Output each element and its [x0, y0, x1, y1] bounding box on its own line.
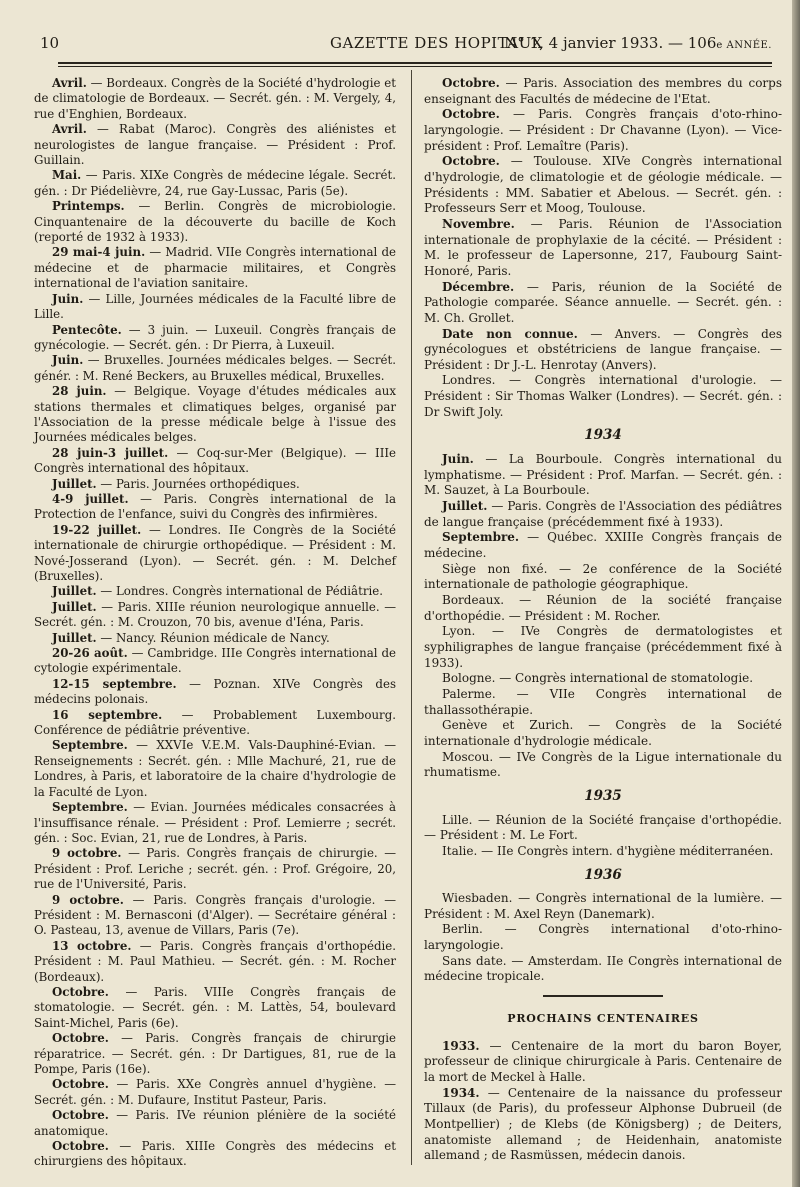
entry-text: — XXVIe V.E.M. Vals-Dauphiné-Evian. — Renseignements : Secrét. gén. : Mlle Machuré, 21, rue de Londres, à Paris, et laboratoire de la chaire d'hydrologie de la Faculté de Lyon. — [34, 738, 396, 799]
entries-1934 — [424, 452, 782, 781]
entry — [34, 1139, 396, 1170]
entry-date: Septembre. — [52, 738, 128, 753]
entry-date: Octobre. — [52, 1139, 109, 1154]
entry — [424, 562, 782, 593]
entry — [34, 523, 396, 585]
entry — [34, 677, 396, 708]
entry — [34, 1031, 396, 1077]
entry-text: — Poznan. XIVe Congrès des médecins polonais. — [34, 676, 396, 707]
entry — [34, 800, 396, 846]
entry-text: — Paris. XIIIe Congrès des médecins et chirurgiens des hôpitaux. — [34, 1139, 396, 1169]
entry — [34, 600, 396, 631]
header-rule-thin — [58, 66, 772, 67]
entry-date: Pentecôte. — [52, 322, 122, 337]
entry-text: — Paris. Congrès français d'orthopédie. Président : M. Paul Mathieu. — Secrét. gén. : M. Rocher (Bordeaux). — [34, 938, 396, 984]
entry-date: 20-26 août. — [52, 646, 128, 661]
entry-date: Juin. — [442, 452, 474, 467]
entry-date: 4-9 juillet. — [52, 491, 129, 506]
entry-date: 1934. — [442, 1085, 480, 1100]
entry-date: 16 septembre. — [52, 707, 163, 722]
entry — [34, 323, 396, 354]
entry-text: Sans date. — Amsterdam. IIe Congrès international de médecine tropicale. — [424, 953, 782, 984]
entry-date: 1933. — [442, 1038, 480, 1053]
entry-text: — Londres. IIe Congrès de la Société internationale de chirurgie orthopédique. — Président : M. Nové-Josserand (Lyon). — Secrét. gén. : M. Delchef (Bruxelles). — [34, 522, 396, 583]
left-column — [34, 76, 396, 1170]
year-heading-1934: 1934 — [584, 427, 622, 444]
entry — [34, 292, 396, 323]
page-number: 10 — [40, 34, 60, 52]
entry-text: — Londres. Congrès international de Pédiâtrie. — [96, 584, 383, 599]
entry-date: 9 octobre. — [52, 892, 124, 907]
entries-1936 — [424, 891, 782, 985]
page-header — [30, 30, 776, 54]
entry — [424, 499, 782, 530]
entry-text: — Coq-sur-Mer (Belgique). — IIIe Congrès international des hôpitaux. — [34, 445, 396, 476]
entry-date: 29 mai-4 juin. — [52, 245, 146, 260]
entry-text: Lille. — Réunion de la Société française d'orthopédie. — Président : M. Le Fort. — [424, 812, 782, 843]
entry — [34, 738, 396, 800]
entry-text: — Bordeaux. Congrès de la Société d'hydrologie et de climatologie de Bordeaux. — Secrét. gén. : M. Vergely, 4, rue d'Enghien, Bordeaux. — [34, 76, 396, 121]
entry-date: 9 octobre. — [52, 846, 122, 861]
entry-text: — Probablement Luxembourg. Conférence de pédiâtrie préventive. — [34, 707, 396, 738]
entry-date: Date non connue. — [442, 326, 578, 341]
entry-date: 28 juin. — [52, 384, 107, 399]
entry — [424, 718, 782, 749]
entry-text: — Paris. Congrès français de chirurgie. — Président : Prof. Leriche ; secrét. gén. : Prof. Grégoire, 20, rue de l'Université, Paris. — [34, 846, 397, 892]
section-divider — [543, 995, 663, 997]
entry — [424, 154, 782, 217]
entry-text: — Paris. Congrès français d'oto-rhino-laryngologie. — Président : Dr Chavanne (Lyon). — Vice-président : Prof. Lemaître (Paris). — [424, 107, 782, 153]
entry — [34, 846, 396, 892]
entry — [34, 708, 396, 739]
entries-1935 — [424, 813, 782, 860]
entry-text: — Lille, Journées médicales de la Faculté libre de Lille. — [34, 291, 396, 322]
entry-text: — Belgique. Voyage d'études médicales aux stations thermales et climatiques belges, organisé par l'Association de la presse médicale belge à l'issue des Journées médicales belges. — [34, 384, 396, 445]
entry — [34, 384, 396, 446]
entry-text: — Toulouse. XIVe Congrès international d'hydrologie, de climatologie et de géologie médicale. — Présidents : MM. Sabatier et Abelous. — Secrét. gén. : Professeurs Serr et Moog, Toulouse. — [424, 154, 782, 216]
entry-text: Bologne. — Congrès international de stomatologie. — [442, 671, 754, 686]
entry — [424, 593, 782, 624]
entry-text: Bordeaux. — Réunion de la société française d'orthopédie. — Président : M. Rocher. — [424, 593, 782, 623]
entry — [424, 1039, 782, 1086]
entry — [424, 813, 782, 844]
entry-text: — Evian. Journées médicales consacrées à l'insuffisance rénale. — Président : Prof. Lemierre ; secrét. gén. : Soc. Evian, 21, rue de Londres, à Paris. — [34, 800, 396, 845]
entry-date: 13 octobre. — [52, 938, 132, 953]
year-heading-1935: 1935 — [584, 787, 622, 804]
entry-date: Juillet. — [52, 630, 97, 645]
entry-text: Moscou. — IVe Congrès de la Ligue internationale du rhumatisme. — [424, 749, 782, 780]
entry-text: Berlin. — Congrès international d'oto-rhino-laryngologie. — [424, 922, 782, 953]
entry-date: Octobre. — [52, 1031, 109, 1046]
entry-text: — Nancy. Réunion médicale de Nancy. — [96, 630, 330, 645]
entry — [424, 76, 782, 107]
year-heading-1936: 1936 — [584, 866, 622, 883]
entry-date: Décembre. — [442, 279, 515, 294]
entry-text: — Québec. XXIIIe Congrès français de médecine. — [424, 530, 782, 561]
entry-text: — Paris. Réunion de l'Association internationale de prophylaxie de la cécité. — Président : M. le professeur de Lapersonne, 217, Faubourg Saint-Honoré, Paris. — [424, 216, 782, 278]
entry-text: Siège non fixé. — 2e conférence de la Société internationale de pathologie géographique. — [424, 561, 782, 592]
entry-text: — Centenaire de la mort du baron Boyer, professeur de clinique chirurgicale à Paris. Centenaire de la mort de Meckel à Halle. — [424, 1038, 782, 1085]
entry-text: Wiesbaden. — Congrès international de la lumière. — Président : M. Axel Reyn (Danemark). — [424, 891, 782, 921]
entry-text: Palerme. — VIIe Congrès international de thallassothérapie. — [424, 686, 782, 717]
entry-date: Octobre. — [52, 1108, 109, 1123]
entry-text: — Rabat (Maroc). Congrès des aliénistes et neurologistes de langue française. — Président : Prof. Guillain. — [34, 122, 396, 168]
entry-text: — Centenaire de la naissance du professeur Tillaux (de Paris), du professeur Alphonse Dubrueil (de Montpellier) ; de Klebs (de Königsberg) ; de Deiters, anatomiste allemand ; de Heidenhain, anatomiste allemand ; de Rasmüssen, médecin danois. — [424, 1085, 782, 1163]
entry-text: — 3 juin. — Luxeuil. Congrès français de gynécologie. — Secrét. gén. : Dr Pierra, à Luxeuil. — [34, 322, 396, 352]
column-divider — [411, 70, 412, 1165]
entry-date: Octobre. — [442, 107, 500, 122]
centenaires-entries — [424, 1039, 782, 1164]
entry — [34, 245, 396, 291]
entry-date: Juin. — [52, 291, 84, 306]
entry — [34, 939, 396, 985]
issue-suffix: e ANNÉE. — [716, 40, 772, 51]
journal-title: GAZETTE DES HOPITAUX — [330, 34, 543, 52]
entry-text: — Paris. VIIIe Congrès français de stomatologie. — Secrét. gén. : M. Lattès, 54, boulevard Saint-Michel, Paris (6e). — [34, 984, 396, 1030]
entry-date: Juin. — [52, 353, 84, 368]
right-column — [424, 76, 782, 1164]
entry-date: 19-22 juillet. — [52, 522, 142, 537]
entry — [424, 452, 782, 499]
entry-text: — Paris. Congrès français d'urologie. — Président : M. Bernasconi (d'Alger). — Secrétaire général : O. Pasteau, 13, avenue de Villars, Paris (7e). — [34, 892, 396, 938]
entry-text: Genève et Zurich. — Congrès de la Société internationale d'hydrologie médicale. — [424, 718, 782, 748]
entry — [34, 646, 396, 677]
entry — [34, 584, 396, 599]
entry-text: — Paris. IVe réunion plénière de la société anatomique. — [34, 1108, 396, 1138]
entry-text: — Paris, réunion de la Société de Pathologie comparée. Séance annuelle. — Secrét. gén. : M. Ch. Grollet. — [424, 279, 782, 325]
entry — [34, 168, 396, 199]
entry-text: — La Bourboule. Congrès international du lymphatisme. — Président : Prof. Marfan. — Secrét. gén. : M. Sauzet, à La Bourboule. — [424, 452, 782, 498]
entry — [424, 671, 782, 687]
entry-text: — Paris. XIIIe réunion neurologique annuelle. — Secrét. gén. : M. Crouzon, 70 bis, avenue d'Iéna, Paris. — [34, 599, 396, 630]
entry — [424, 280, 782, 327]
entry — [424, 891, 782, 922]
entry-date: 28 juin-3 juillet. — [52, 445, 169, 460]
entry — [424, 1086, 782, 1164]
entry-date: Octobre. — [52, 984, 109, 999]
entry — [34, 122, 396, 168]
entry — [34, 446, 396, 477]
entry-text: Italie. — IIe Congrès intern. d'hygiène méditerranéen. — [442, 843, 774, 858]
entry — [424, 217, 782, 280]
entry-date: Juillet. — [52, 584, 97, 599]
entry — [424, 750, 782, 781]
entry-date: Septembre. — [52, 800, 128, 815]
entry-text: — Paris. Journées orthopédiques. — [96, 476, 300, 491]
entry — [34, 76, 396, 122]
entry-text: — Berlin. Congrès de microbiologie. Cinquantenaire de la découverte du bacille de Koch (reporté de 1932 à 1933). — [34, 199, 396, 245]
entry-text: — Paris. Association des membres du corps enseignant des Facultés de médecine de l'Etat. — [424, 76, 782, 106]
entry-date: 12-15 septembre. — [52, 676, 177, 691]
entry-date: Novembre. — [442, 216, 515, 231]
entry-date: Avril. — [52, 76, 87, 90]
header-rule — [58, 62, 772, 64]
entry — [424, 530, 782, 561]
entry — [34, 893, 396, 939]
entry — [34, 985, 396, 1031]
entry-text: — Paris. XXe Congrès annuel d'hygiène. — Secrét. gén. : M. Dufaure, Institut Pasteur, Paris. — [34, 1077, 396, 1107]
entry — [34, 1077, 396, 1108]
issue-text: N° 1, 4 janvier 1933. — 106 — [504, 34, 717, 52]
entry-date: Septembre. — [442, 530, 520, 545]
entry — [34, 199, 396, 245]
entry — [424, 687, 782, 718]
page-edge-shadow — [792, 0, 800, 1187]
entry-date: Printemps. — [52, 199, 125, 214]
entry-text: Londres. — Congrès international d'urologie. — Président : Sir Thomas Walker (Londres). — Secrét. gén. : Dr Swift Joly. — [424, 373, 782, 419]
entry — [34, 1108, 396, 1139]
entry — [34, 477, 396, 492]
entry-text: — Madrid. VIIe Congrès international de médecine et de pharmacie militaires, et Congrès international de l'aviation sanitaire. — [34, 245, 396, 291]
entry-text: — Paris. Congrès de l'Association des pédiâtres de langue française (précédemment fixé à 1933). — [424, 499, 782, 529]
entry-date: Octobre. — [52, 1077, 109, 1092]
entry-text: — Cambridge. IIIe Congrès international de cytologie expérimentale. — [34, 646, 397, 676]
entry-date: Mai. — [52, 168, 82, 183]
entry — [424, 922, 782, 953]
entry — [424, 107, 782, 154]
entry-text: — Paris. Congrès international de la Protection de l'enfance, suivi du Congrès des infirmières. — [34, 491, 396, 522]
entry — [424, 624, 782, 671]
entry — [424, 844, 782, 860]
entry-text: — Paris. XIXe Congrès de médecine légale. Secrét. gén. : Dr Piédelièvre, 24, rue Gay-Lussac, Paris (5e). — [34, 168, 396, 198]
entry — [424, 373, 782, 420]
entry-text: Lyon. — IVe Congrès de dermatologistes et syphiligraphes de langue française (précédemment fixé à 1933). — [424, 624, 782, 670]
entry — [34, 353, 396, 384]
entries-1933 — [424, 76, 782, 420]
entry-date: Octobre. — [442, 154, 500, 169]
entry-date: Juillet. — [442, 499, 488, 514]
entry — [34, 492, 396, 523]
issue-info — [504, 34, 772, 52]
entry-text: — Paris. Congrès français de chirurgie réparatrice. — Secrét. gén. : Dr Dartigues, 81, rue de la Pompe, Paris (16e). — [34, 1031, 396, 1076]
entry — [424, 954, 782, 985]
entry-date: Juillet. — [52, 599, 97, 614]
entry-text: — Bruxelles. Journées médicales belges. — Secrét. génér. : M. René Beckers, au Bruxelles médical, Bruxelles. — [34, 353, 396, 383]
entry-date: Avril. — [52, 122, 87, 137]
entry-date: Juillet. — [52, 476, 97, 491]
entry — [34, 631, 396, 646]
entry-date: Octobre. — [442, 76, 500, 90]
centenaires-title: PROCHAINS CENTENAIRES — [507, 1012, 699, 1026]
entry-text: — Anvers. — Congrès des gynécologues et obstétriciens de langue française. — Président : Dr J.-L. Henrotay (Anvers). — [424, 326, 783, 372]
entry — [424, 327, 782, 374]
